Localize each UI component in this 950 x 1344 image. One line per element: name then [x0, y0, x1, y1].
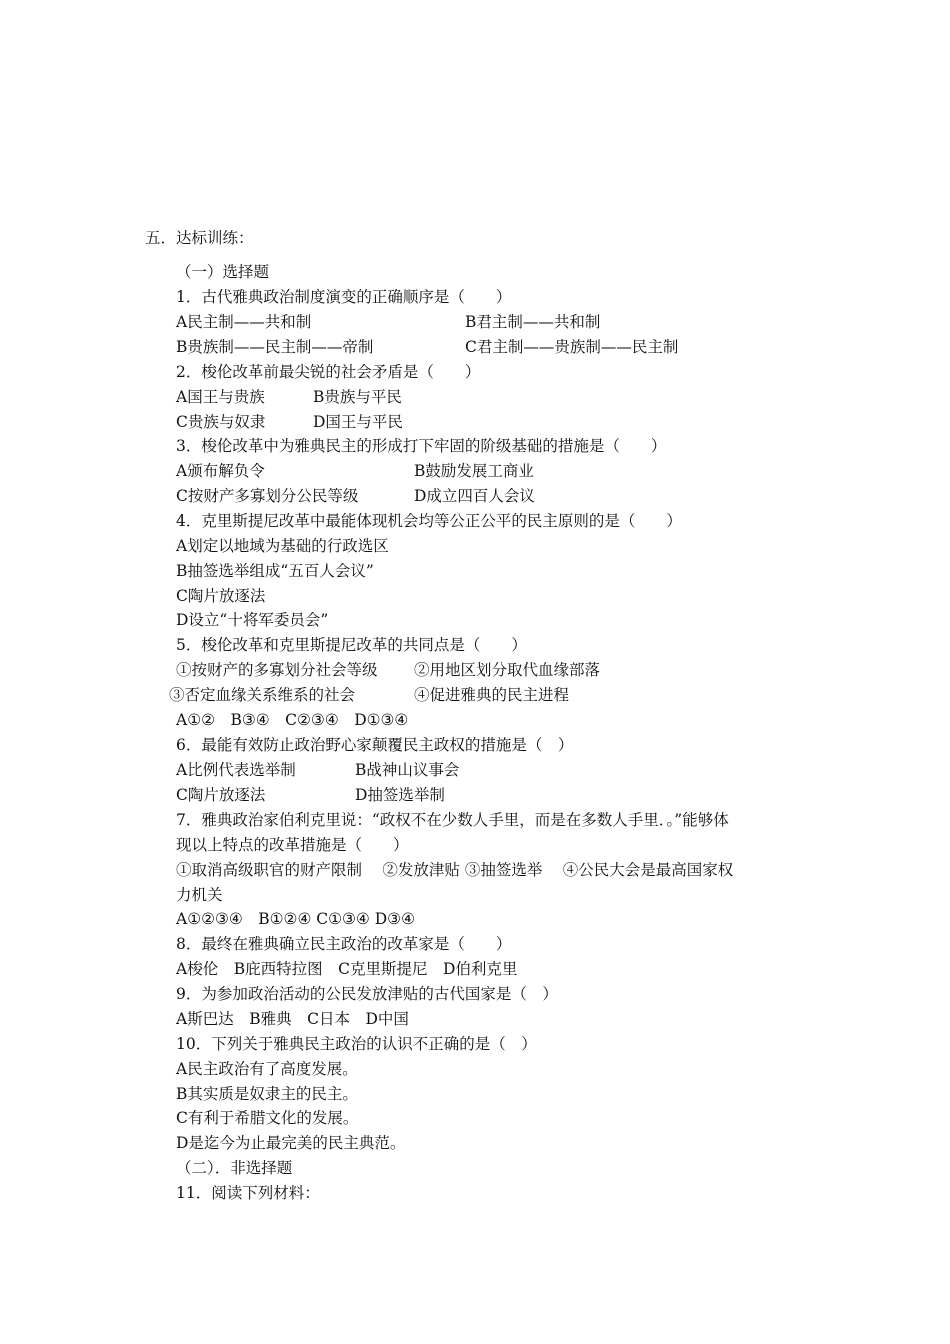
q9-choices: A斯巴达 B雅典 C日本 D中国 [176, 1010, 409, 1028]
q7-stem-line2: 现以上特点的改革措施是（ ） [176, 836, 409, 854]
q8-stem: 8．最终在雅典确立民主政治的改革家是（ ） [176, 935, 512, 953]
q9-stem: 9．为参加政治活动的公民发放津贴的古代国家是（ ） [176, 985, 558, 1003]
q1-stem: 1．古代雅典政治制度演变的正确顺序是（ ） [176, 288, 512, 306]
q6-option-a: A比例代表选举制 [176, 761, 296, 779]
q5-item-2: ②用地区划分取代血缘部落 [414, 661, 601, 679]
q6-option-b: B战神山议事会 [355, 761, 460, 779]
q1-option-c: B贵族制——民主制——帝制 [176, 338, 374, 356]
q4-stem: 4．克里斯提尼改革中最能体现机会均等公正公平的民主原则的是（ ） [176, 512, 682, 530]
q5-item-1: ①按财产的多寡划分社会等级 [176, 661, 378, 679]
q6-option-d: D抽签选举制 [355, 786, 445, 804]
q2-stem: 2．梭伦改革前最尖锐的社会矛盾是（ ） [176, 363, 481, 381]
q5-stem: 5．梭伦改革和克里斯提尼改革的共同点是（ ） [176, 636, 527, 654]
q4-option-c: C陶片放逐法 [176, 587, 266, 605]
q1-option-d: C君主制——贵族制——民主制 [465, 338, 679, 356]
q10-option-a: A民主政治有了高度发展。 [176, 1060, 358, 1078]
q3-stem: 3．梭伦改革中为雅典民主的形成打下牢固的阶级基础的措施是（ ） [176, 437, 667, 455]
q10-option-b: B其实质是奴隶主的民主。 [176, 1085, 358, 1103]
q7-items-line2: 力机关 [176, 886, 223, 904]
q1-option-b: B君主制——共和制 [465, 313, 601, 331]
q7-choices: A①②③④ B①②④ C①③④ D③④ [176, 910, 415, 928]
q10-option-c: C有利于希腊文化的发展。 [176, 1109, 359, 1127]
part1-title: （一）选择题 [176, 263, 270, 281]
q5-item-4: ④促进雅典的民主进程 [414, 686, 570, 704]
q5-item-3: ③否定血缘关系维系的社会 [169, 686, 356, 704]
q7-items-line1: ①取消高级职官的财产限制 ②发放津贴 ③抽签选举 ④公民大会是最高国家权 [176, 861, 734, 879]
q5-choices: A①② B③④ C②③④ D①③④ [176, 711, 409, 729]
q2-option-b: B贵族与平民 [313, 388, 402, 406]
q3-option-b: B鼓励发展工商业 [414, 462, 534, 480]
q10-stem: 10．下列关于雅典民主政治的认识不正确的是（ ） [176, 1035, 537, 1053]
q6-option-c: C陶片放逐法 [176, 786, 266, 804]
q10-option-d: D是迄今为止最完美的民主典范。 [176, 1134, 406, 1152]
q11-stem: 11．阅读下列材料： [176, 1184, 320, 1202]
q2-option-a: A国王与贵族 [176, 388, 265, 406]
part2-title: （二）．非选择题 [176, 1159, 293, 1177]
q4-option-b: B抽签选举组成“五百人会议” [176, 562, 374, 580]
section-title: 五．达标训练： [145, 229, 254, 247]
q3-option-c: C按财产多寡划分公民等级 [176, 487, 359, 505]
q4-option-a: A划定以地域为基础的行政选区 [176, 537, 389, 555]
q4-option-d: D设立“十将军委员会” [176, 611, 329, 629]
q7-stem-line1: 7．雅典政治家伯利克里说：“政权不在少数人手里，而是在多数人手里．。”能够体 [176, 811, 729, 829]
q3-option-d: D成立四百人会议 [414, 487, 535, 505]
q3-option-a: A颁布解负令 [176, 462, 265, 480]
q2-option-c: C贵族与奴隶 [176, 413, 266, 431]
q6-stem: 6．最能有效防止政治野心家颠覆民主政权的措施是（ ） [176, 736, 574, 754]
q8-choices: A梭伦 B庇西特拉图 C克里斯提尼 D伯利克里 [176, 960, 518, 978]
q1-option-a: A民主制——共和制 [176, 313, 312, 331]
q2-option-d: D国王与平民 [313, 413, 403, 431]
